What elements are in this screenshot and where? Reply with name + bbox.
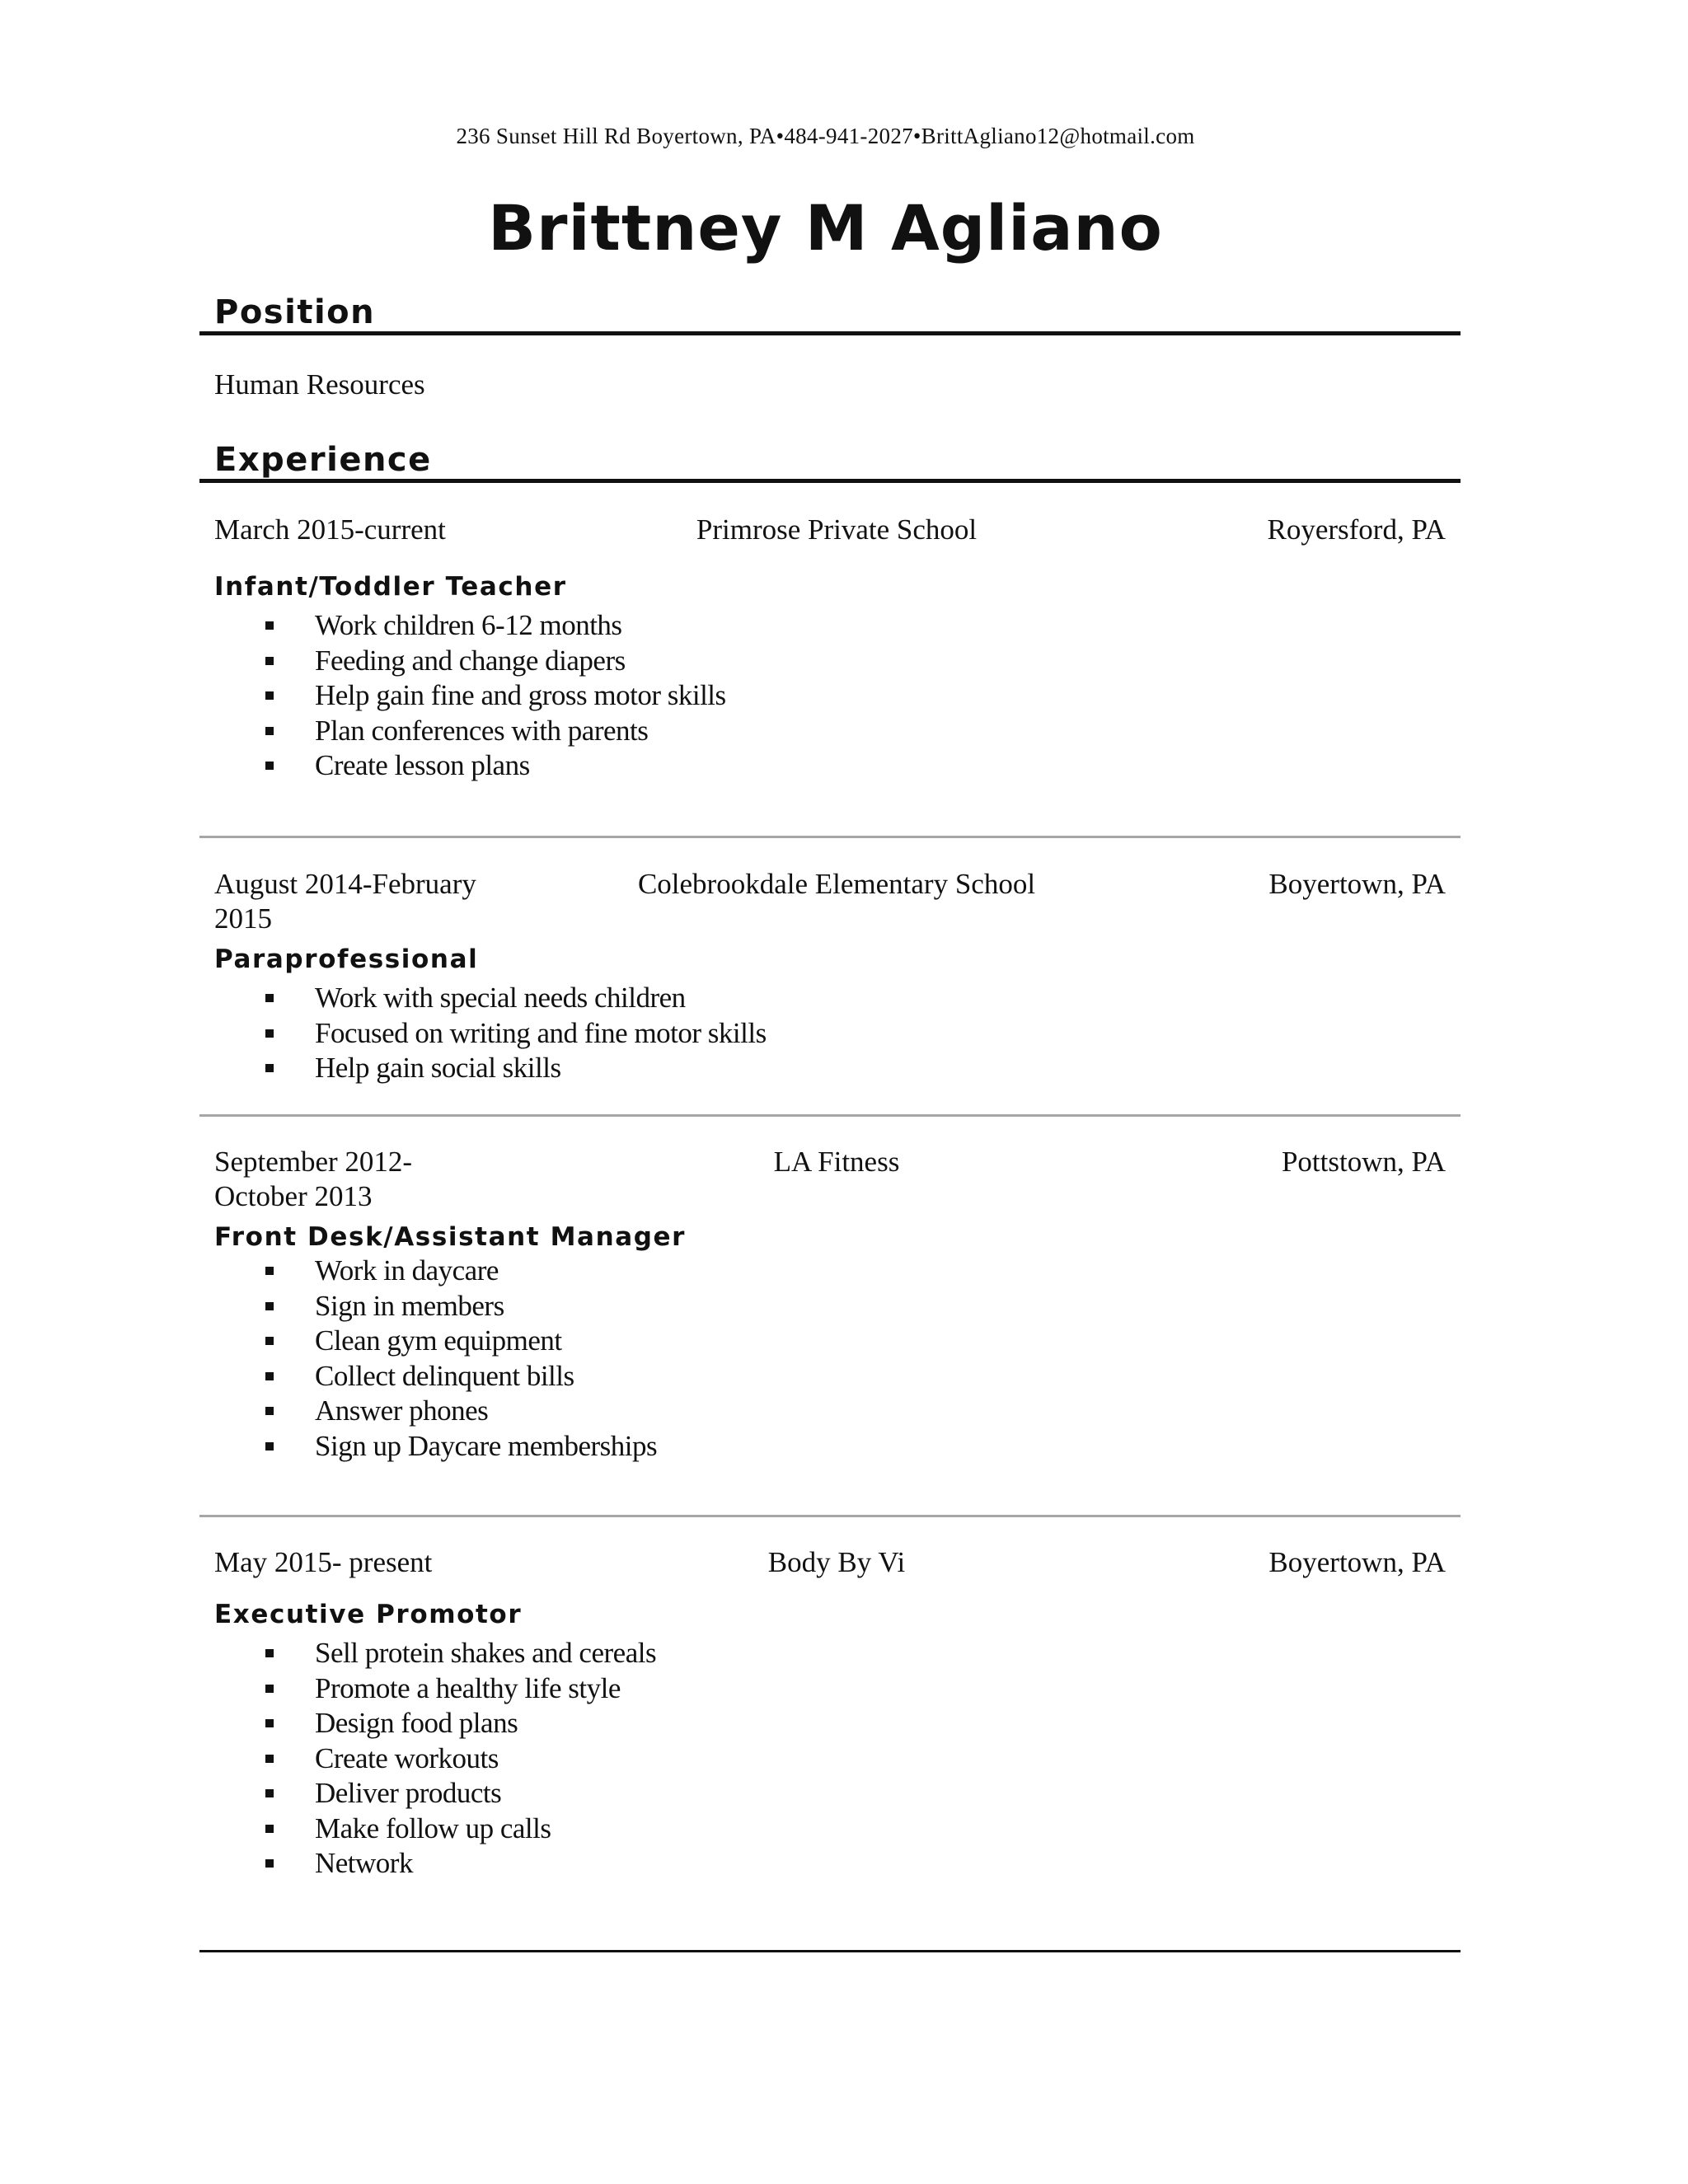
job-title: Paraprofessional [214, 944, 479, 974]
list-item: Collect delinquent bills [0, 1359, 657, 1394]
job-duties [0, 1254, 657, 1464]
list-item: Make follow up calls [0, 1811, 656, 1847]
job-date: August 2014-February 2015 [214, 868, 476, 935]
square-bullet-icon [265, 1649, 274, 1657]
square-bullet-icon [265, 727, 274, 735]
job-date: March 2015-current [214, 513, 446, 546]
job-organization: LA Fitness [773, 1146, 900, 1178]
square-bullet-icon [265, 1755, 274, 1763]
position-text: Human Resources [214, 368, 425, 401]
list-item: Work with special needs children [0, 981, 767, 1016]
square-bullet-icon [265, 1789, 274, 1797]
job-title: Front Desk/Assistant Manager [214, 1222, 687, 1252]
square-bullet-icon [265, 1719, 274, 1727]
list-item: Clean gym equipment [0, 1324, 657, 1359]
square-bullet-icon [265, 621, 274, 630]
job-separator [199, 836, 1461, 838]
position-divider [199, 331, 1461, 335]
square-bullet-icon [265, 1064, 274, 1072]
list-item: Deliver products [0, 1776, 656, 1811]
list-item: Sign up Daycare memberships [0, 1429, 657, 1465]
list-item: Help gain fine and gross motor skills [0, 678, 726, 714]
list-item: Focused on writing and fine motor skills [0, 1016, 767, 1052]
square-bullet-icon [265, 1859, 274, 1868]
list-item: Work in daycare [0, 1254, 657, 1289]
list-item: Network [0, 1846, 656, 1882]
square-bullet-icon [265, 1337, 274, 1345]
job-separator [199, 1515, 1461, 1517]
list-item: Work children 6-12 months [0, 608, 726, 644]
job-title: Infant/Toddler Teacher [214, 572, 567, 602]
list-item: Sell protein shakes and cereals [0, 1636, 656, 1671]
job-separator [199, 1114, 1461, 1117]
square-bullet-icon [265, 657, 274, 665]
job-location: Boyertown, PA [1268, 1546, 1446, 1578]
job-location: Pottstown, PA [1281, 1146, 1446, 1178]
job-duties [0, 608, 726, 784]
list-item: Help gain social skills [0, 1051, 767, 1086]
job-organization: Body By Vi [767, 1546, 906, 1578]
job-date: September 2012-October 2013 [214, 1146, 413, 1212]
list-item: Plan conferences with parents [0, 714, 726, 749]
position-heading: Position [214, 293, 376, 331]
list-item: Create workouts [0, 1741, 656, 1777]
job-duties [0, 981, 767, 1086]
job-organization: Colebrookdale Elementary School [637, 868, 1036, 900]
list-item: Design food plans [0, 1706, 656, 1741]
bottom-divider [199, 1950, 1461, 1952]
square-bullet-icon [265, 762, 274, 770]
job-location: Royersford, PA [1267, 513, 1446, 546]
job-date: May 2015- present [214, 1546, 433, 1578]
square-bullet-icon [265, 1825, 274, 1833]
square-bullet-icon [265, 994, 274, 1002]
square-bullet-icon [265, 1267, 274, 1275]
square-bullet-icon [265, 1442, 274, 1451]
contact-line: 236 Sunset Hill Rd Boyertown, PA•484-941-2027•BrittAgliano12@hotmail.com [456, 124, 1195, 148]
experience-divider [199, 479, 1461, 483]
square-bullet-icon [265, 1372, 274, 1380]
square-bullet-icon [265, 691, 274, 700]
experience-heading: Experience [214, 441, 432, 479]
list-item: Feeding and change diapers [0, 644, 726, 679]
list-item: Sign in members [0, 1289, 657, 1324]
square-bullet-icon [265, 1302, 274, 1310]
job-location: Boyertown, PA [1268, 868, 1446, 900]
square-bullet-icon [265, 1407, 274, 1415]
list-item: Promote a healthy life style [0, 1671, 656, 1707]
candidate-name: Brittney M Agliano [488, 191, 1163, 265]
job-duties [0, 1636, 656, 1882]
job-organization: Primrose Private School [696, 513, 978, 546]
job-title: Executive Promotor [214, 1600, 523, 1629]
list-item: Create lesson plans [0, 748, 726, 784]
square-bullet-icon [265, 1029, 274, 1038]
square-bullet-icon [265, 1685, 274, 1693]
list-item: Answer phones [0, 1394, 657, 1429]
